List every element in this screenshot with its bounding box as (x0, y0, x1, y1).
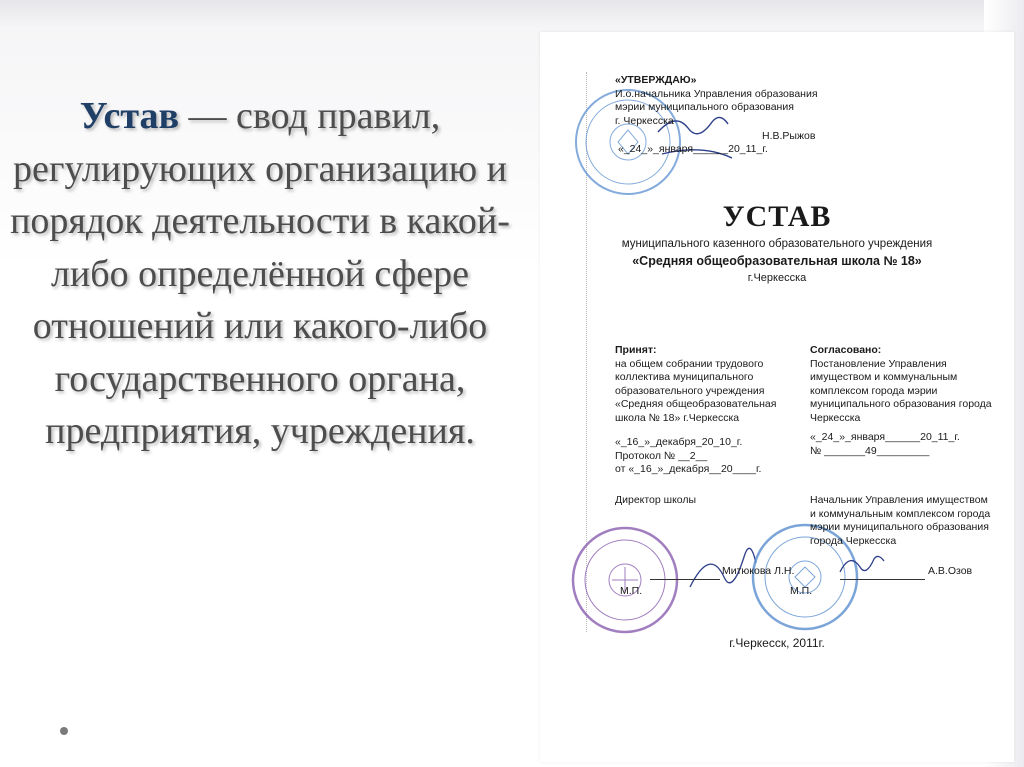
head-label-line: мэрии муниципального образования (810, 521, 989, 533)
accepted-line: коллектива муниципального (615, 371, 754, 383)
definition-body: — свод правил, регулирующих организацию и порядок деятельности в какой-либо определённой сфере отношений или какого-либо государственного органа, предприятия, учреждения. (10, 95, 510, 452)
agreed-number: № _______49_________ (810, 444, 930, 457)
bullet-dot (60, 727, 68, 735)
agreed-line: комплексом города мэрии (810, 384, 938, 397)
document-subtitle-3: г.Черкесска (747, 272, 807, 284)
accepted-header: Принят: (615, 344, 657, 356)
agreed-block (810, 344, 992, 458)
head-sign-line (840, 579, 925, 580)
approve-line-3: г. Черкесска (615, 114, 674, 127)
document-footer-city: г.Черкесск, 2011г. (729, 636, 825, 650)
charter-document-image (540, 32, 1014, 762)
accepted-line: на общем собрании трудового (615, 357, 764, 370)
agreed-line: муниципального образования города (810, 398, 992, 410)
accepted-protocol: Протокол № __2__ (615, 449, 708, 462)
head-label-block (810, 494, 990, 548)
agreed-line: Постановление Управления (810, 357, 947, 370)
accepted-line: «Средняя общеобразовательная (615, 398, 777, 410)
accepted-line: школа № 18» г.Черкесска (615, 411, 740, 424)
accepted-block (615, 344, 776, 477)
head-label-line: города Черкесска (810, 534, 897, 547)
accepted-protocol-date: от «_16_»_декабря__20____г. (615, 463, 762, 475)
mp-label-left: М.П. (620, 585, 643, 597)
director-label: Директор школы (615, 494, 697, 506)
approve-signer: Н.В.Рыжов (762, 130, 816, 142)
approve-block (615, 74, 818, 128)
mp-label-right: М.П. (790, 585, 813, 597)
agreed-date: «_24_»_января______20_11_г. (810, 431, 960, 443)
purple-round-stamp (573, 528, 677, 632)
head-signer: А.В.Озов (928, 565, 973, 577)
accepted-spacer (615, 425, 776, 436)
slide-definition-text (10, 90, 510, 458)
approve-header: «УТВЕРЖДАЮ» (615, 74, 697, 86)
director-signer: Митюкова Л.Н. (722, 565, 795, 577)
document-subtitle-1: муниципального казенного образовательного учреждения (621, 238, 933, 250)
document-title: УСТАВ (722, 200, 832, 233)
director-sign-line (650, 579, 720, 580)
slide-top-band (0, 0, 1024, 30)
approve-date: «_24_»_января______20_11_г. (618, 143, 768, 155)
agreed-header: Согласовано: (810, 344, 882, 356)
accepted-line: образовательного учреждения (615, 384, 765, 397)
approve-line-1: И.о.начальника Управления образования (615, 87, 818, 100)
accepted-date: «_16_»_декабря_20_10_г. (615, 436, 743, 448)
approve-line-2: мэрии муниципального образования (615, 101, 794, 113)
right-signature (840, 556, 884, 572)
head-label-line: Начальник Управления имуществом (810, 494, 988, 506)
agreed-line: имуществом и коммунальным (810, 371, 958, 383)
head-label-line: и коммунальным комплексом города (810, 507, 991, 520)
document-subtitle-2: «Средняя общеобразовательная школа № 18» (632, 254, 922, 268)
agreed-line: Черкесска (810, 411, 861, 424)
definition-term: Устав (79, 95, 180, 137)
